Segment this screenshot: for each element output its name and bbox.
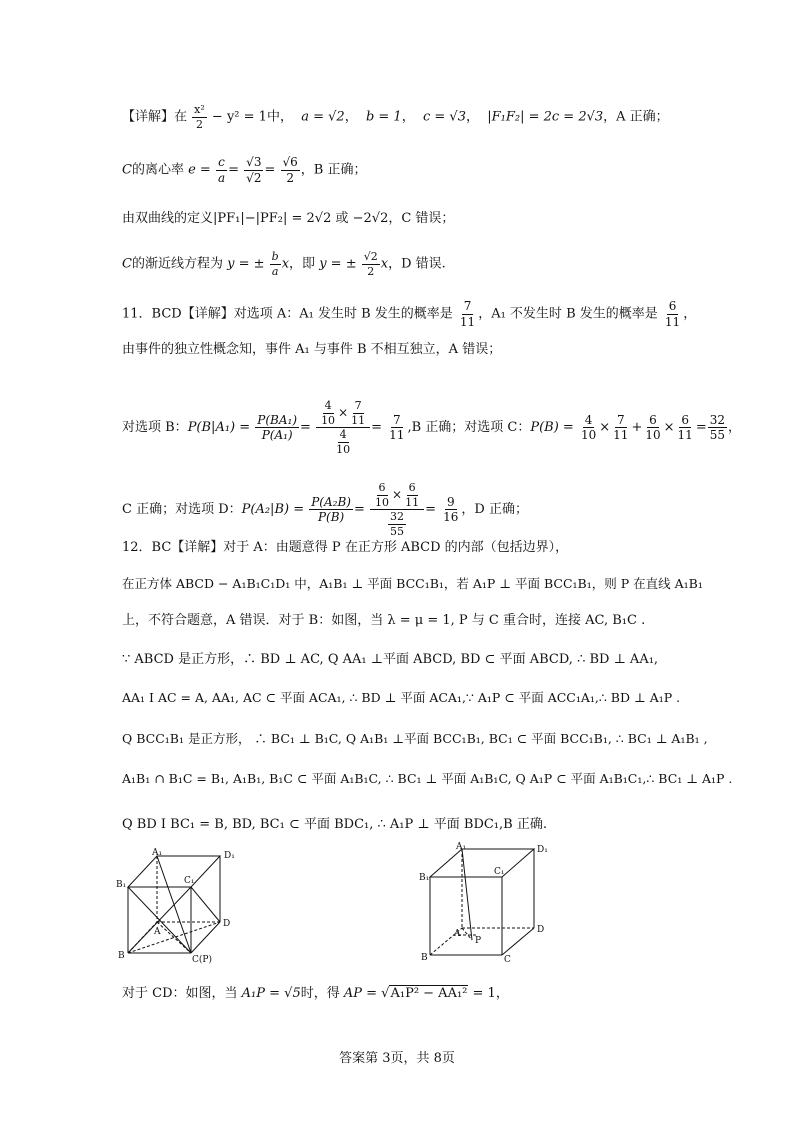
num: √2 bbox=[363, 250, 378, 263]
n: 6 bbox=[378, 481, 386, 494]
label-A: A bbox=[154, 927, 161, 937]
fraction-6-11 bbox=[663, 300, 682, 328]
y-eq: y = ± bbox=[319, 256, 357, 272]
n: 7 bbox=[354, 399, 362, 412]
f bbox=[643, 414, 662, 442]
fraction-sqrt6-2 bbox=[281, 156, 300, 184]
d: 11 bbox=[405, 495, 420, 509]
line-2 bbox=[122, 156, 366, 184]
label-C1: C₁ bbox=[184, 876, 195, 886]
n: 6 bbox=[649, 412, 657, 427]
num: 7 bbox=[463, 299, 472, 313]
den: 16 bbox=[443, 510, 459, 525]
compound-fraction-b bbox=[316, 400, 370, 455]
f bbox=[403, 482, 421, 508]
fraction-sqrt2-2 bbox=[362, 251, 380, 277]
top-face bbox=[430, 849, 534, 877]
times: × bbox=[338, 405, 349, 420]
eq: = bbox=[371, 420, 383, 436]
text: 对选项 B： bbox=[122, 420, 188, 436]
eq: = bbox=[353, 502, 365, 518]
d: 10 bbox=[580, 428, 597, 443]
n: 6 bbox=[681, 412, 689, 427]
line-14: Q BCC₁B₁ 是正方形， ∴ BC₁ ⊥ B₁C, Q A₁B₁ ⊥平面 BCC₁B₁, BC₁ ⊂ 平面 BCC₁B₁, ∴ BC₁ ⊥ A₁B₁ , bbox=[122, 731, 708, 746]
d: 10 bbox=[321, 413, 336, 427]
den: P(B) bbox=[317, 510, 345, 525]
b-value: b = 1 bbox=[365, 109, 402, 125]
label-A1: A₁ bbox=[456, 842, 467, 852]
label-B1: B₁ bbox=[116, 880, 127, 890]
den: √2 bbox=[246, 170, 262, 185]
d: 11 bbox=[613, 428, 629, 443]
den: P(A₁) bbox=[261, 428, 293, 443]
line-11: 上，不符合题意，A 错误．对于 B：如图，当 λ = μ = 1, P 与 C 重合时，连接 AC, B₁C . bbox=[122, 613, 646, 628]
label-D: D bbox=[223, 919, 231, 929]
text: ，D 正确； bbox=[461, 502, 528, 518]
top-face bbox=[128, 856, 220, 887]
d: 10 bbox=[336, 442, 351, 456]
line-7: 对选项 B：P(B|A₁) = $\frac{\text{P(BA₁)}}{\text{P(A₁)}}$ = $\frac{4}{10}$ × $\frac{7}{11}$ $\frac{4}{10}$ = $\frac{7}{11}$ ,B 正确；对选项 C：P(B) = $\frac{4}{10}$ × $\frac{7}{11}$ + $\frac{6}{10}$ × $\frac{6}{11}$ = $\frac{32}{55}$ ， bbox=[122, 399, 742, 456]
f1f2: |F₁F₂| = 2c = 2√3 bbox=[487, 109, 604, 125]
f bbox=[388, 511, 406, 537]
text: 11．BCD【详解】对选项 A：A₁ 发生时 B 发生的概率是 bbox=[122, 306, 453, 322]
num: 9 bbox=[446, 494, 455, 509]
n: 6 bbox=[408, 481, 416, 494]
diag-BD bbox=[128, 922, 220, 953]
num bbox=[370, 482, 424, 510]
label-B1: B₁ bbox=[419, 873, 430, 883]
label-CP: C(P) bbox=[192, 955, 212, 964]
compound-fraction-d bbox=[370, 482, 424, 537]
den: a bbox=[271, 264, 279, 278]
radicand: A₁P² − AA₁² bbox=[390, 986, 468, 1001]
label-D1: D₁ bbox=[537, 845, 548, 855]
den: 2 bbox=[286, 170, 294, 185]
fraction-x2-over-2 bbox=[192, 104, 207, 130]
num: √3 bbox=[246, 155, 262, 169]
num bbox=[316, 400, 370, 428]
num: P(BA₁) bbox=[257, 412, 298, 427]
num: √6 bbox=[282, 155, 298, 169]
times: × bbox=[392, 487, 403, 502]
d: 55 bbox=[709, 428, 725, 443]
d: 11 bbox=[351, 413, 366, 427]
n: 4 bbox=[324, 399, 332, 412]
num: 7 bbox=[392, 412, 401, 427]
page-footer: 答案第 3页，共 8页 bbox=[339, 1051, 455, 1066]
label-D: D bbox=[537, 925, 545, 935]
text: 【详解】在 bbox=[122, 109, 188, 125]
line-A1P bbox=[462, 849, 472, 940]
text: C 正确；对选项 D： bbox=[122, 502, 242, 518]
pa2b-lhs: P(A₂|B) = bbox=[241, 502, 305, 518]
line-6: 由事件的独立性概念知，事件 A₁ 与事件 B 不相互独立，A 错误； bbox=[122, 342, 502, 357]
y-eq: y = ± bbox=[227, 256, 265, 272]
C: C bbox=[122, 162, 132, 178]
cube-figure-right bbox=[418, 840, 548, 964]
f bbox=[611, 414, 630, 442]
fraction-c-a bbox=[216, 156, 227, 184]
text: ,B 正确；对选项 C： bbox=[407, 420, 531, 436]
den: 2 bbox=[195, 117, 203, 131]
eq: = bbox=[264, 162, 276, 178]
f bbox=[676, 414, 695, 442]
edge-CD bbox=[502, 928, 534, 955]
fraction-pa2b-pb bbox=[309, 496, 353, 524]
ap: AP = bbox=[343, 986, 378, 1001]
times: × bbox=[599, 420, 611, 436]
line-12: ∵ ABCD 是正方形，∴ BD ⊥ AC, Q AA₁ ⊥平面 ABCD, BD ⊂ 平面 ABCD, ∴ BD ⊥ AA₁, bbox=[122, 652, 659, 667]
text: ，B 正确； bbox=[300, 162, 367, 178]
num: b bbox=[271, 250, 279, 263]
ap-tail: = 1 bbox=[472, 986, 496, 1001]
text: ，D 错误. bbox=[388, 256, 446, 272]
eq: = bbox=[300, 420, 311, 436]
d: 11 bbox=[677, 428, 693, 443]
line-9: 12．BC【详解】对于 A：由题意得 P 在正方形 ABCD 的内部（包括边界）， bbox=[122, 540, 569, 555]
f bbox=[319, 400, 337, 426]
den: 11 bbox=[664, 314, 681, 329]
den: 2 bbox=[367, 264, 375, 278]
eq: = bbox=[695, 420, 707, 436]
f bbox=[334, 429, 352, 455]
x: x bbox=[380, 256, 389, 272]
line-4 bbox=[122, 251, 446, 277]
text: ， bbox=[495, 986, 509, 1001]
eq: = bbox=[425, 502, 436, 518]
label-B: B bbox=[118, 951, 125, 961]
cube-figure-left bbox=[112, 846, 242, 964]
text: ，A 正确； bbox=[603, 109, 669, 125]
fraction-7-11 bbox=[458, 300, 477, 328]
pba1-lhs: P(B|A₁) = bbox=[187, 420, 251, 436]
line-5: 11．BCD【详解】对选项 A：A₁ 发生时 B 发生的概率是 $\frac{7}{11}$ ，A₁ 不发生时 B 发生的概率是 $\frac{6}{11}$ ， bbox=[122, 299, 697, 329]
c-value: c = √3 bbox=[422, 109, 466, 125]
n: 32 bbox=[390, 510, 405, 524]
text: 对于 CD：如图，当 bbox=[122, 986, 238, 1001]
text: 的渐近线方程为 bbox=[131, 256, 223, 272]
text: ，即 bbox=[289, 256, 316, 272]
n: 4 bbox=[584, 412, 593, 427]
text: 的离心率 bbox=[131, 162, 184, 178]
d: 55 bbox=[390, 524, 405, 538]
d: 10 bbox=[645, 428, 661, 443]
label-A: A bbox=[454, 929, 461, 939]
den bbox=[385, 510, 409, 537]
line-16: Q BD I BC₁ = B, BD, BC₁ ⊂ 平面 BDC₁, ∴ A₁P ⊥ 平面 BDC₁,B 正确. bbox=[122, 817, 547, 832]
times: × bbox=[663, 420, 675, 436]
x: x bbox=[281, 256, 290, 272]
diag-A1C bbox=[157, 856, 191, 953]
C: C bbox=[122, 256, 132, 272]
text: ，A₁ 不发生时 B 发生的概率是 bbox=[478, 306, 658, 322]
line-13: AA₁ I AC = A, AA₁, AC ⊂ 平面 ACA₁, ∴ BD ⊥ 平面 ACA₁,∵ A₁P ⊂ 平面 ACC₁A₁,∴ BD ⊥ A₁P . bbox=[122, 690, 681, 705]
den: 11 bbox=[459, 314, 476, 329]
line-3: 由双曲线的定义|PF₁|−|PF₂| = 2√2 或 −2√2，C 错误； bbox=[122, 211, 455, 226]
num: c bbox=[218, 155, 225, 169]
label-A1: A₁ bbox=[152, 848, 163, 858]
line-10: 在正方体 ABCD − A₁B₁C₁D₁ 中，A₁B₁ ⊥ 平面 BCC₁B₁，若 A₁P ⊥ 平面 BCC₁B₁，则 P 在直线 A₁B₁ bbox=[122, 576, 703, 591]
line-8 bbox=[122, 482, 528, 537]
f bbox=[349, 400, 367, 426]
label-C: C bbox=[504, 955, 511, 964]
line-1: 【详解】在 $\frac{\text{x²}}{2}$ − y² = 1中， a = √2， b = 1， c = √3， |F₁F₂| = 2c = 2√3，A 正确； bbox=[122, 103, 669, 131]
den bbox=[331, 428, 355, 455]
diag-C1D bbox=[191, 887, 220, 922]
eq: − y² = 1 bbox=[211, 109, 267, 125]
pb: P(B) = bbox=[530, 420, 574, 436]
f bbox=[579, 414, 598, 442]
label-B: B bbox=[421, 953, 428, 963]
f bbox=[708, 414, 727, 442]
fraction-b-a bbox=[270, 251, 281, 277]
line-15: A₁B₁ ∩ B₁C = B₁, A₁B₁, B₁C ⊂ 平面 A₁B₁C, ∴ BC₁ ⊥ 平面 A₁B₁C, Q A₁P ⊂ 平面 A₁B₁C₁,∴ BC₁ ⊥ A₁P . bbox=[122, 771, 733, 786]
e: e = bbox=[188, 162, 211, 178]
a1p: A₁P = √5 bbox=[241, 986, 301, 1001]
plus: + bbox=[631, 420, 643, 436]
num: 6 bbox=[668, 299, 677, 313]
den: 11 bbox=[389, 428, 405, 443]
a-value: a = √2 bbox=[301, 109, 345, 125]
f bbox=[373, 482, 391, 508]
fraction-sqrt3-sqrt2 bbox=[244, 156, 263, 184]
text: 中， bbox=[266, 109, 293, 125]
fraction-7-11 bbox=[387, 414, 406, 442]
eq: = bbox=[228, 162, 240, 178]
num: P(A₂B) bbox=[311, 494, 351, 509]
n: 32 bbox=[709, 412, 725, 427]
label-D1: D₁ bbox=[224, 851, 235, 861]
n: 7 bbox=[616, 412, 625, 427]
d: 10 bbox=[375, 495, 390, 509]
fraction-9-16 bbox=[441, 496, 460, 524]
num: x² bbox=[194, 103, 205, 116]
fraction-pba1-pa1 bbox=[255, 414, 299, 442]
n: 4 bbox=[339, 428, 347, 442]
den: a bbox=[217, 170, 226, 185]
text: 时，得 bbox=[300, 986, 340, 1001]
label-P: P bbox=[475, 936, 482, 946]
line-17: 对于 CD：如图，当 A₁P = √5时，得 AP = √A₁P² − AA₁² = 1， bbox=[122, 986, 509, 1001]
label-C1: C₁ bbox=[494, 867, 505, 877]
